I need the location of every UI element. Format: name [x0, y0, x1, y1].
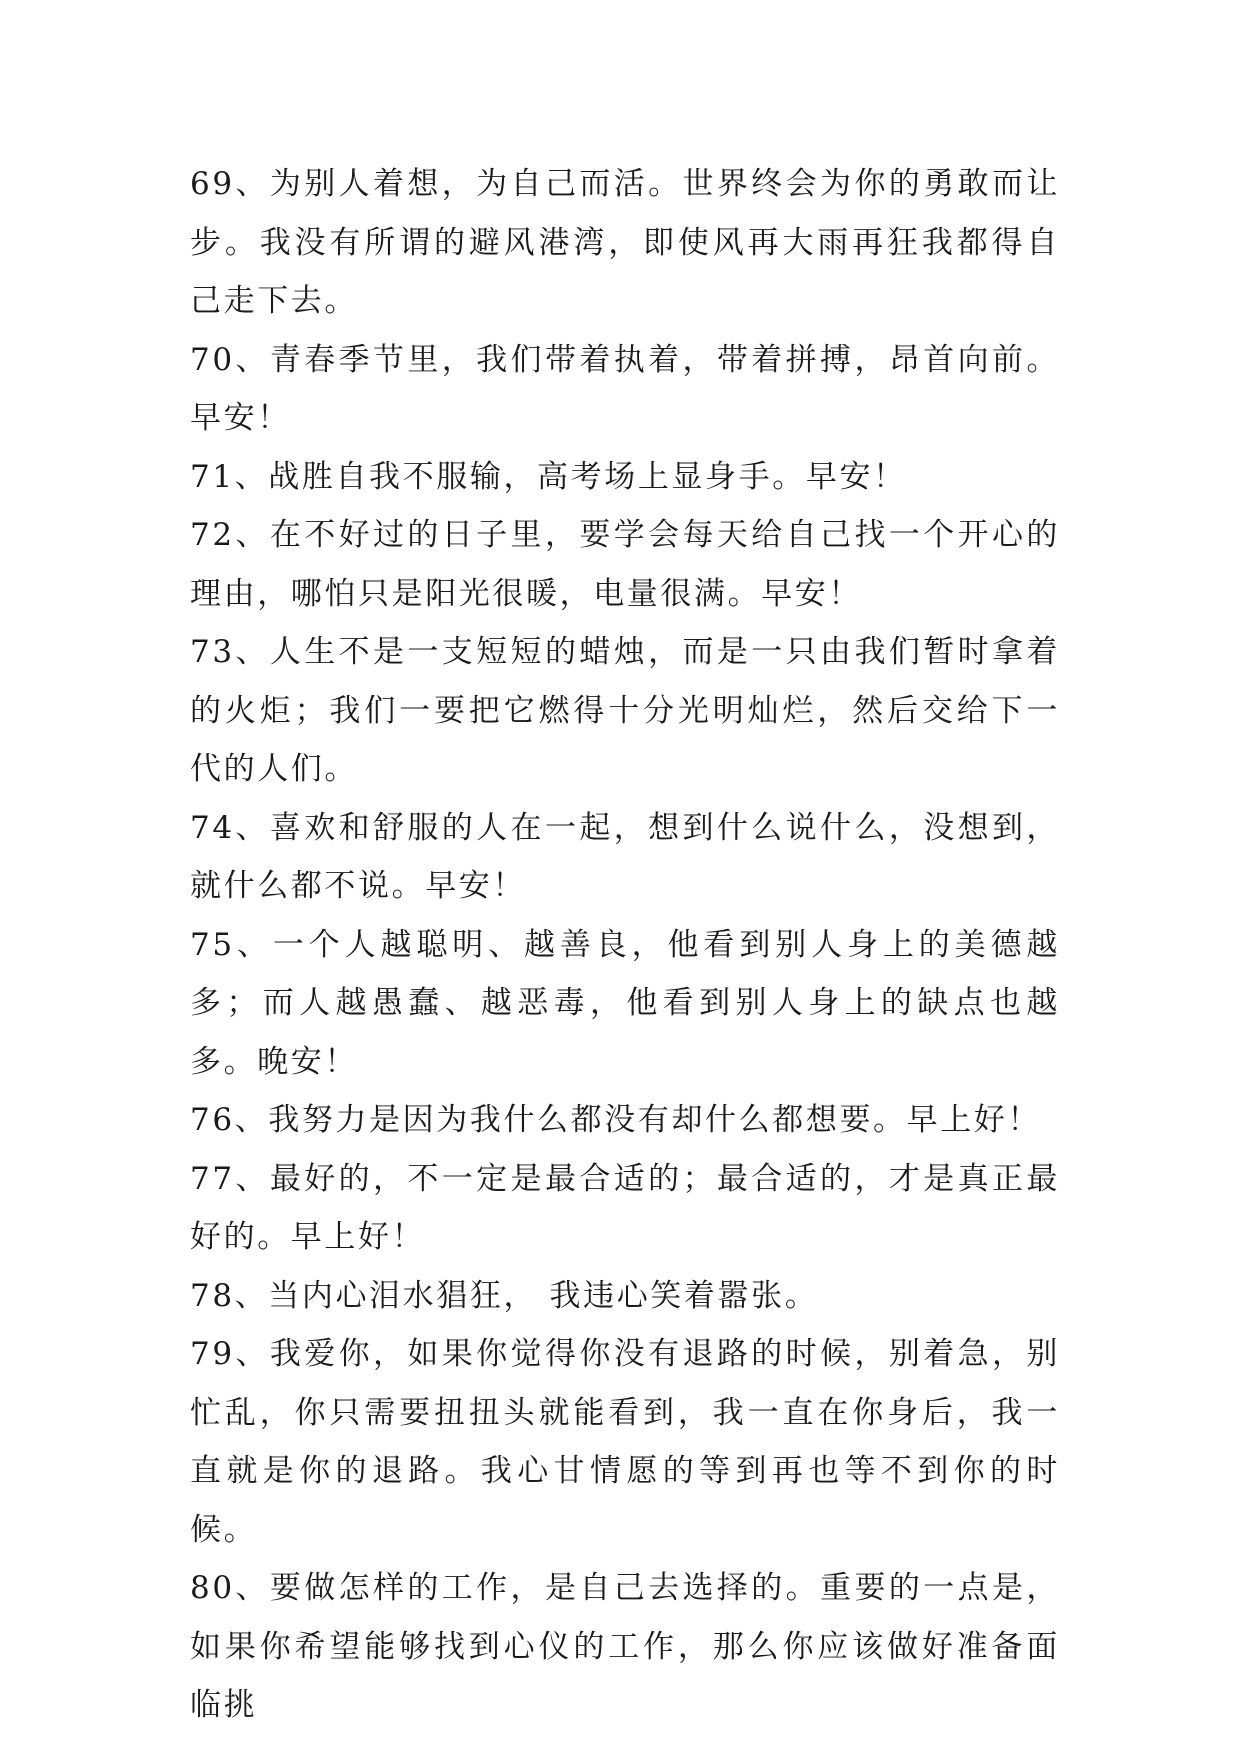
list-item: 70、青春季节里，我们带着执着，带着拼搏，昂首向前。早安！ [190, 341, 1060, 436]
list-item: 74、喜欢和舒服的人在一起，想到什么说什么，没想到，就什么都不说。早安！ [190, 809, 1060, 904]
list-item: 73、人生不是一支短短的蜡烛，而是一只由我们暂时拿着的火炬；我们一要把它燃得十分光明灿烂，然后交给下一代的人们。 [190, 634, 1060, 787]
list-item: 71、战胜自我不服输，高考场上显身手。早安！ [190, 458, 907, 495]
list-item: 72、在不好过的日子里，要学会每天给自己找一个开心的理由，哪怕只是阳光很暖，电量很满。早安！ [190, 517, 1060, 612]
list-item: 80、要做怎样的工作，是自己去选择的。重要的一点是，如果你希望能够找到心仪的工作，那么你应该做好准备面临挑 [190, 1570, 1060, 1723]
list-item: 75、一个人越聪明、越善良，他看到别人身上的美德越多；而人越愚蠢、越恶毒，他看到别人身上的缺点也越多。晚安！ [190, 926, 1060, 1080]
list-item: 76、我努力是因为我什么都没有却什么都想要。早上好！ [190, 1102, 1042, 1138]
list-item: 78、当内心泪水猖狂， 我违心笑着嚣张。 [190, 1277, 819, 1314]
list-item: 77、最好的，不一定是最合适的；最合适的，才是真正最好的。早上好！ [190, 1160, 1060, 1255]
list-item: 69、为别人着想，为自己而活。世界终会为你的勇敢而让步。我没有所谓的避风港湾，即使风再大雨再狂我都得自己走下去。 [190, 166, 1060, 319]
document-body [190, 155, 1060, 1735]
list-item: 79、我爱你，如果你觉得你没有退路的时候，别着急，别忙乱，你只需要扭扭头就能看到，我一直在你身后，我一直就是你的退路。我心甘情愿的等到再也等不到你的时候。 [190, 1336, 1060, 1548]
